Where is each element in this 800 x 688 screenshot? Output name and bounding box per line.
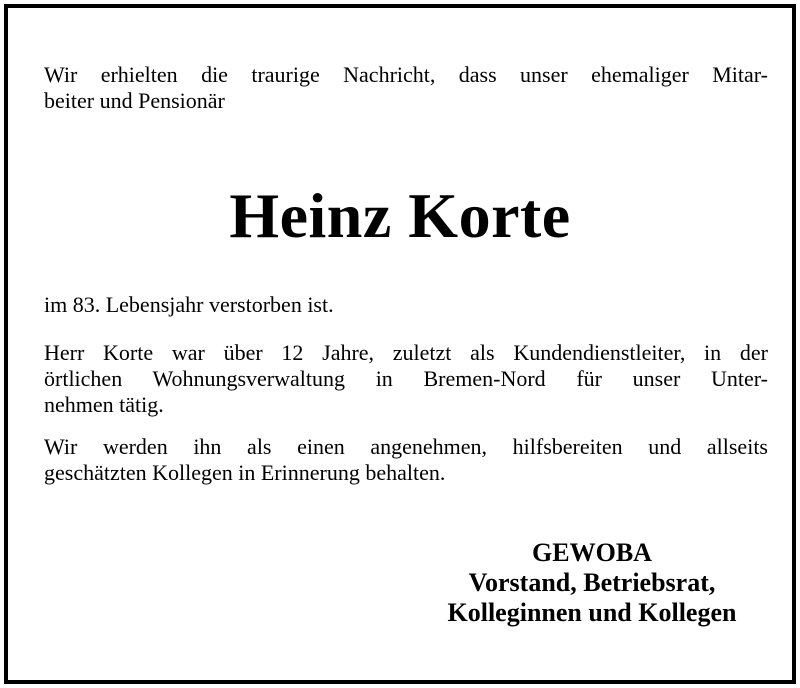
age-statement: im 83. Lebensjahr verstorben ist. [44,292,334,317]
obituary-notice [4,4,796,684]
intro-line-2: beiter und Pensionär [44,88,225,113]
remembrance-line-1: Wir werden ihn als einen angenehmen, hilfsbereiten und allseits [44,434,768,459]
signature-line-3: Kolleginnen und Kollegen [447,598,737,627]
career-paragraph [44,340,768,418]
career-line-3: nehmen tätig. [44,392,164,417]
career-line-1: Herr Korte war über 12 Jahre, zuletzt als Kundendienstleiter, in der [44,340,768,365]
career-line-2: örtlichen Wohnungsverwaltung in Bremen-Nord für unser Unter- [44,366,768,391]
signature-line-2: Vorstand, Betriebsrat, [468,568,716,597]
signature-company: GEWOBA [532,538,652,567]
intro-line-1: Wir erhielten die traurige Nachricht, dass unser ehemaliger Mitar- [44,62,768,87]
intro-paragraph [44,62,768,114]
remembrance-paragraph [44,434,768,486]
age-statement-paragraph [44,292,768,318]
signature-block [412,538,772,628]
remembrance-line-2: geschätzten Kollegen in Erinnerung behalten. [44,460,446,485]
deceased-name: Heinz Korte [229,180,571,251]
